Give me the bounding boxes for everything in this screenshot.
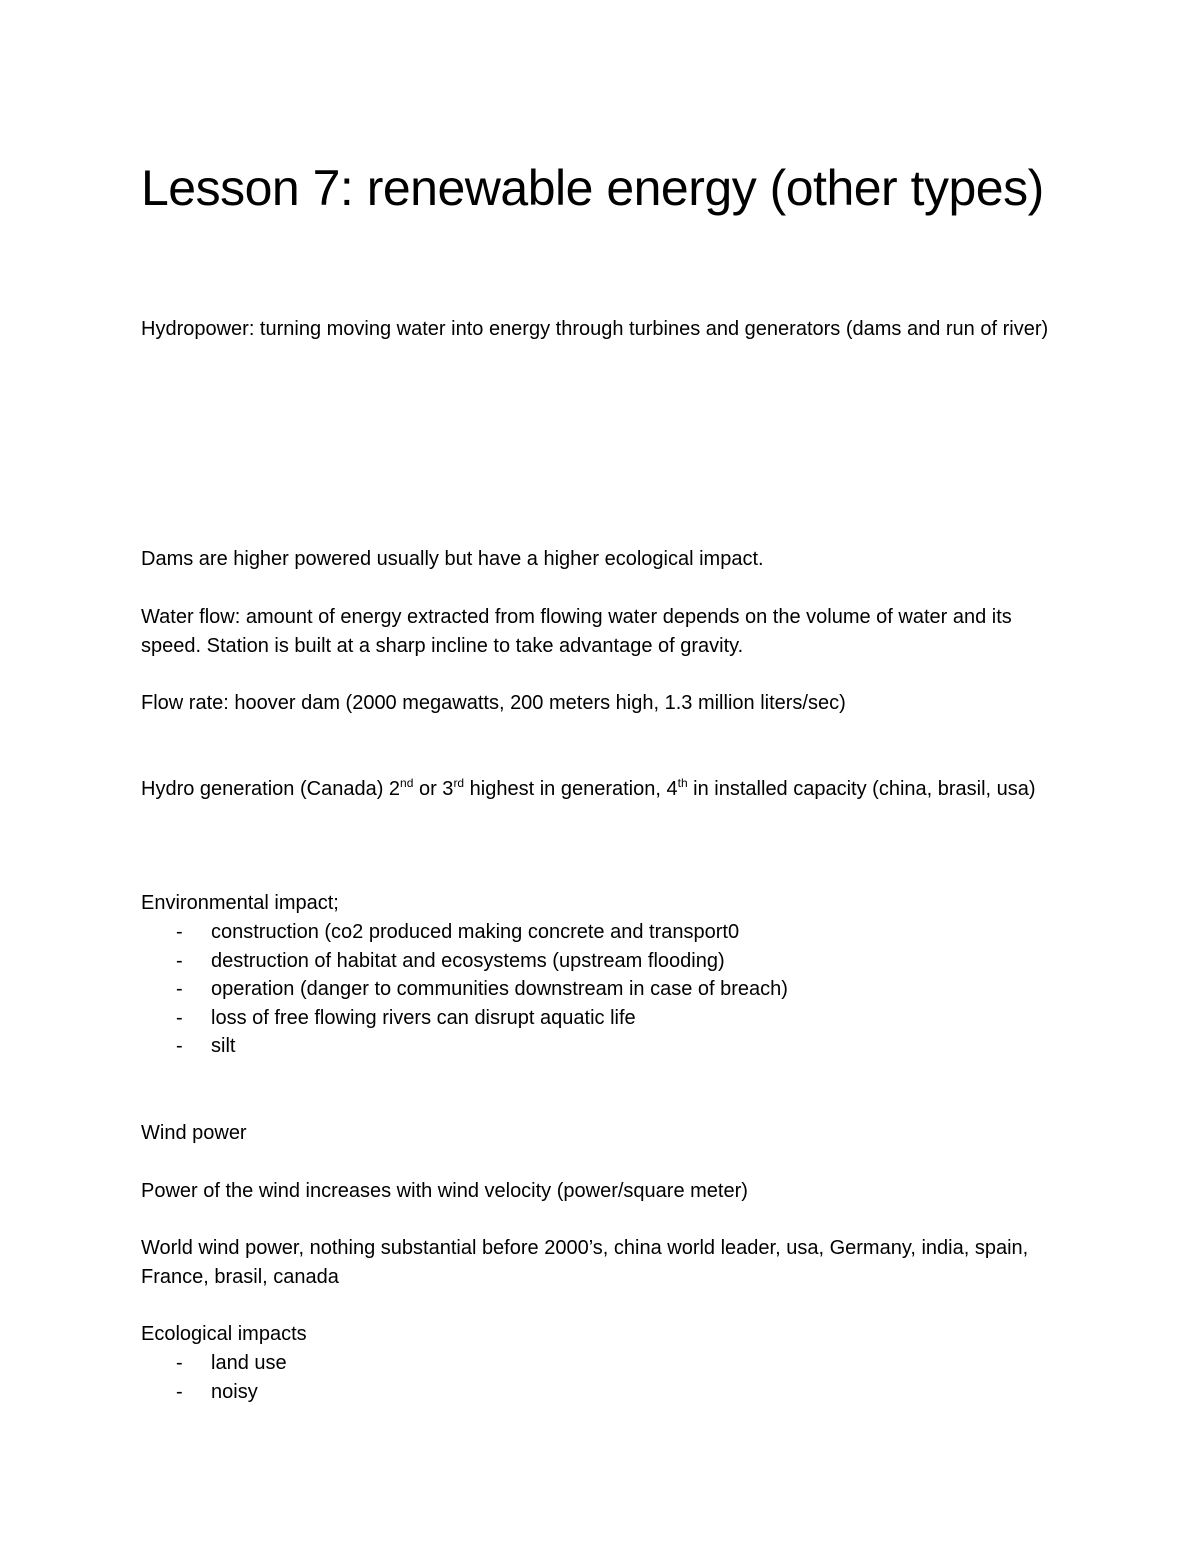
list-item	[141, 1378, 1066, 1407]
wind-velocity-paragraph: Power of the wind increases with wind velocity (power/square meter)	[141, 1180, 748, 1202]
list-item	[141, 1004, 1066, 1033]
list-item-text: loss of free flowing rivers can disrupt aquatic life	[211, 1006, 636, 1029]
hydro-generation-text-4: in installed capacity (china, brasil, usa)	[687, 778, 1036, 800]
ecological-impacts-list	[141, 1349, 1066, 1406]
ordinal-superscript-rd: rd	[453, 776, 465, 790]
hydro-generation-paragraph	[141, 775, 1066, 804]
ecological-impacts-heading: Ecological impacts	[141, 1323, 307, 1345]
ordinal-superscript-th: th	[677, 776, 688, 790]
list-item	[141, 975, 1066, 1004]
dash-bullet: -	[176, 1035, 183, 1058]
hydropower-definition: Hydropower: turning moving water into energy through turbines and generators (dams and run of river)	[141, 318, 1049, 340]
environmental-impact-heading: Environmental impact;	[141, 892, 339, 914]
flow-rate-paragraph: Flow rate: hoover dam (2000 megawatts, 200 meters high, 1.3 million liters/sec)	[141, 692, 846, 714]
hydro-generation-text-1: Hydro generation (Canada) 2	[141, 778, 401, 800]
water-flow-paragraph: Water flow: amount of energy extracted from flowing water depends on the volume of water and its speed. Station is built at a sharp incline to take advantage of gravity.	[141, 606, 1012, 657]
dash-bullet: -	[176, 921, 183, 943]
world-wind-paragraph: World wind power, nothing substantial before 2000’s, china world leader, usa, Germany, india, spain, France, brasil, canada	[141, 1237, 1029, 1288]
list-item	[141, 918, 1066, 947]
dash-bullet: -	[176, 949, 183, 972]
hydro-generation-text-3: highest in generation, 4	[464, 778, 678, 800]
hydro-generation-text-2: or 3	[413, 778, 454, 800]
list-item-text: silt	[211, 1035, 236, 1058]
dash-bullet: -	[176, 1006, 183, 1029]
dash-bullet: -	[176, 1380, 183, 1403]
list-item-text: destruction of habitat and ecosystems (upstream flooding)	[211, 949, 725, 972]
dash-bullet: -	[176, 1352, 183, 1374]
list-item-text: noisy	[211, 1380, 258, 1403]
list-item-text: construction (co2 produced making concrete and transport0	[211, 921, 740, 943]
list-item	[141, 1032, 1066, 1061]
lesson-title: Lesson 7: renewable energy (other types)	[141, 160, 1044, 216]
list-item	[141, 1349, 1066, 1378]
wind-power-heading: Wind power	[141, 1122, 247, 1144]
list-item-text: operation (danger to communities downstream in case of breach)	[211, 978, 788, 1001]
environmental-impact-list	[141, 918, 1066, 1061]
ordinal-superscript-nd: nd	[400, 776, 414, 790]
list-item-text: land use	[211, 1352, 287, 1374]
dash-bullet: -	[176, 978, 183, 1001]
dams-paragraph: Dams are higher powered usually but have a higher ecological impact.	[141, 548, 764, 570]
list-item	[141, 947, 1066, 976]
